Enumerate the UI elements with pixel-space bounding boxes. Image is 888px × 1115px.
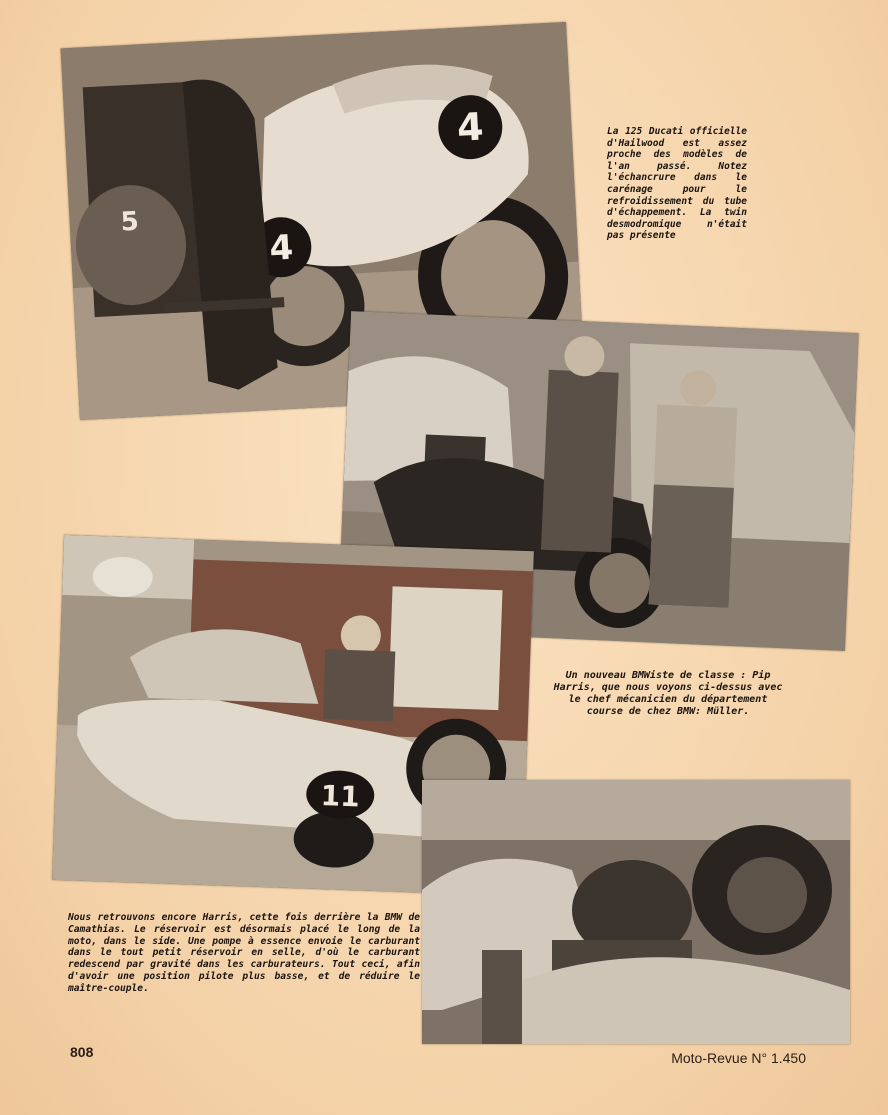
ducati-number-label-2: 4 (268, 227, 295, 269)
ducati-rear-number: 5 (119, 206, 140, 238)
caption-camathias: Nous retrouvons encore Harris, cette fois derrière la BMW de Camathias. Le réservoir est désormais placé le long de la moto, dans le side. Une pompe à essence envoie le carburant dans le tout petit réservoir en selle, d'où le carburant redescend par gravité dans les carburateurs. Tout ceci, afin d'avoir une position pilote plus basse, et de réduire le maître-couple. (68, 912, 420, 994)
sidecar-number-label: 11 (320, 779, 361, 814)
ducati-number-label: 4 (455, 104, 485, 150)
magazine-issue: Moto-Revue N° 1.450 (671, 1050, 806, 1066)
photo-engine-detail (422, 780, 850, 1044)
caption-ducati: La 125 Ducati officielle d'Hailwood est assez proche des modèles de l'an passé. Notez l'échancrure dans le carénage pour le refroidissement du tube d'échappement. La twin desmodromique n'était pas présente (607, 126, 747, 242)
page-number: 808 (70, 1044, 94, 1060)
caption-harris-bmw: Un nouveau BMWiste de classe : Pip Harris, que nous voyons ci-dessus avec le chef mécanicien du département course de chez BMW: Müller. (553, 670, 783, 717)
